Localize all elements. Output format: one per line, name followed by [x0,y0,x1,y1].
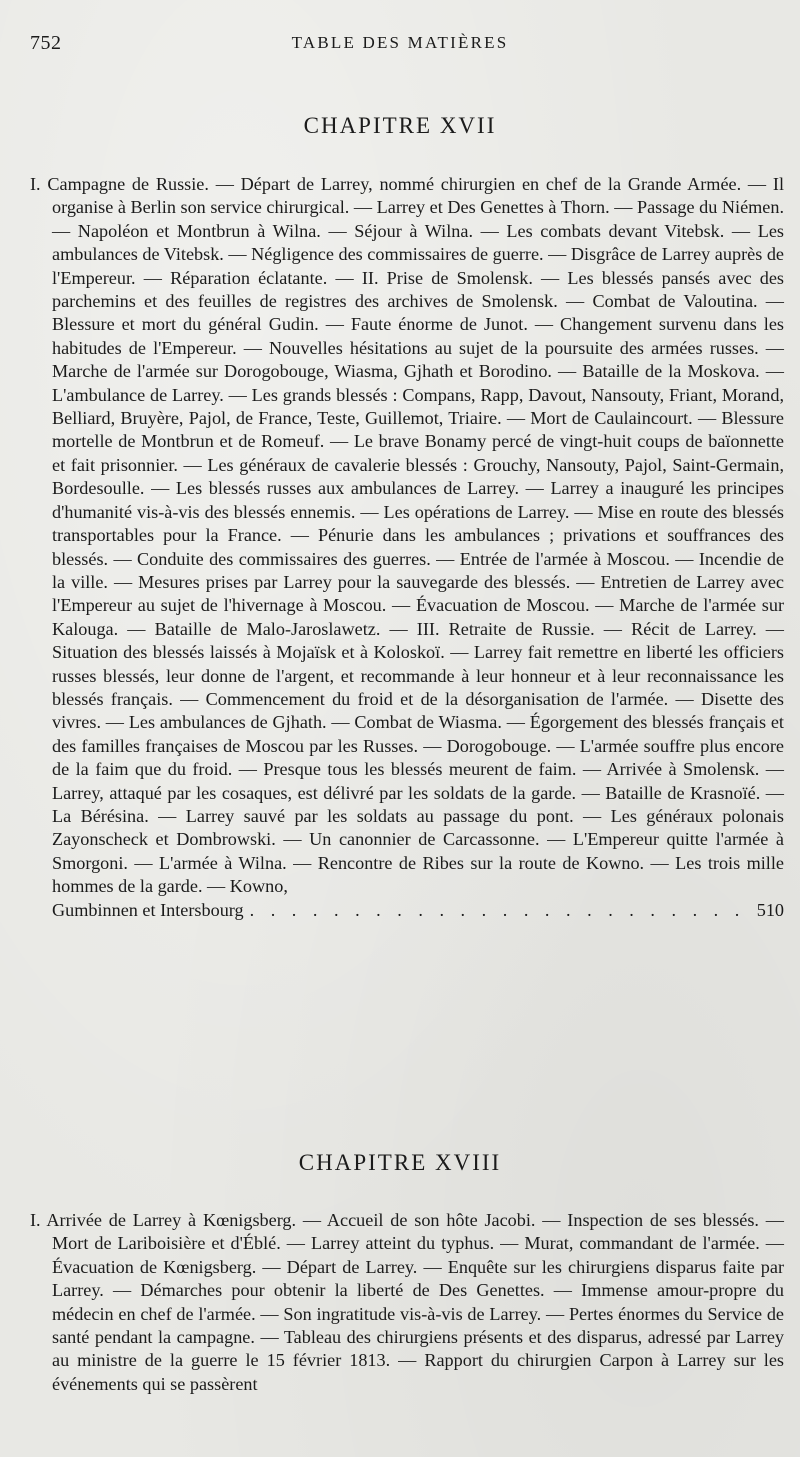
dot-leader [250,899,751,922]
chapter-17-entry-last-text: Gumbinnen et Intersbourg [52,899,244,920]
chapter-18-entry-text: I. Arrivée de Larrey à Kœnigsberg. — Accueil de son hôte Jacobi. — Inspection de ses blessés. — Mort de Lariboisière et d'Éblé. — Larrey atteint du typhus. — Murat, commandant de l'armée. — Évacuation de Kœnigsberg. — Départ de Larrey. — Enquête sur les chirurgiens disparus faite par Larrey. — Démarches pour obtenir la liberté de Des Genettes. — Immense amour-propre du médecin en chef de l'armée. — Son ingratitude vis-à-vis de Larrey. — Pertes énormes du Service de santé pendant la campagne. — Tableau des chirurgiens présents et des disparus, adressé par Larrey au ministre de la guerre le 15 février 1813. — Rapport du chirurgien Carpon à Larrey sur les événements qui se passèrent [30,1210,784,1394]
chapter-18-heading: CHAPITRE XVIII [298,1150,502,1175]
chapter-18-entry [30,1209,784,1396]
chapter-17-heading: CHAPITRE XVII [303,113,497,138]
chapter-17-entry [30,173,784,922]
page-number: 752 [30,32,62,54]
chapter-17-entry-text: I. Campagne de Russie. — Départ de Larrey, nommé chirurgien en chef de la Grande Armée. — Il organise à Berlin son service chirurgical. — Larrey et Des Genettes à Thorn. — Passage du Niémen. — Napoléon et Montbrun à Wilna. — Séjour à Wilna. — Les combats devant Vitebsk. — Les ambulances de Vitebsk. — Négligence des commissaires de guerre. — Disgrâce de Larrey auprès de l'Empereur. — Réparation éclatante. — II. Prise de Smolensk. — Les blessés pansés avec des parchemins et des feuilles de registres des archives de Smolensk. — Combat de Valoutina. — Blessure et mort du général Gudin. — Faute énorme de Junot. — Changement survenu dans les habitudes de l'Empereur. — Nouvelles hésitations au sujet de la poursuite des armées russes. — Marche de l'armée sur Dorogobouge, Wiasma, Gjhath et Borodino. — Bataille de la Moskova. — L'ambulance de Larrey. — Les grands blessés : Compans, Rapp, Davout, Nansouty, Friant, Morand, Belliard, Bruyère, Pajol, de France, Teste, Guillemot, Triaire. — Mort de Caulaincourt. — Blessure mortelle de Montbrun et de Romeuf. — Le brave Bonamy percé de vingt-huit coups de baïonnette et fait prisonnier. — Les généraux de cavalerie blessés : Grouchy, Nansouty, Pajol, Saint-Germain, Bordesoulle. — Les blessés russes aux ambulances de Larrey. — Larrey a inauguré les principes d'humanité vis-à-vis des blessés ennemis. — Les opérations de Larrey. — Mise en route des blessés transportables pour la France. — Pénurie dans les ambulances ; privations et souffrances des blessés. — Conduite des commissaires des guerres. — Entrée de l'armée à Moscou. — Incendie de la ville. — Mesures prises par Larrey pour la sauvegarde des blessés. — Entretien de Larrey avec l'Empereur au sujet de l'hivernage à Moscou. — Évacuation de Moscou. — Marche de l'armée sur Kalouga. — Bataille de Malo-Jaroslawetz. — III. Retraite de Russie. — Récit de Larrey. — Situation des blessés laissés à Mojaïsk et à Koloskoï. — Larrey fait remettre en liberté les officiers russes blessés, leur donne de l'argent, et recommande à leur honneur et à leur reconnaissance les blessés français. — Commencement du froid et de la désorganisation de l'armée. — Disette des vivres. — Les ambulances de Gjhath. — Combat de Wiasma. — Égorgement des blessés français et des familles françaises de Moscou par les Russes. — Dorogobouge. — L'armée souffre plus encore de la faim que du froid. — Presque tous les blessés meurent de faim. — Arrivée à Smolensk. — Larrey, attaqué par les cosaques, est délivré par les soldats de la garde. — Bataille de Krasnoïé. — La Bérésina. — Larrey sauvé par les soldats au passage du pont. — Les généraux polonais Zayonscheck et Dombrowski. — Un canonnier de Carcassonne. — L'Empereur quitte l'armée à Smorgoni. — L'armée à Wilna. — Rencontre de Ribes sur la route de Kowno. — Les trois mille hommes de la garde. — Kowno, [30,174,784,897]
running-header [28,30,772,56]
running-title: TABLE DES MATIÈRES [291,33,509,52]
chapter-17-page-reference: 510 [756,899,784,920]
chapter-17-entry-last-line [52,899,784,922]
